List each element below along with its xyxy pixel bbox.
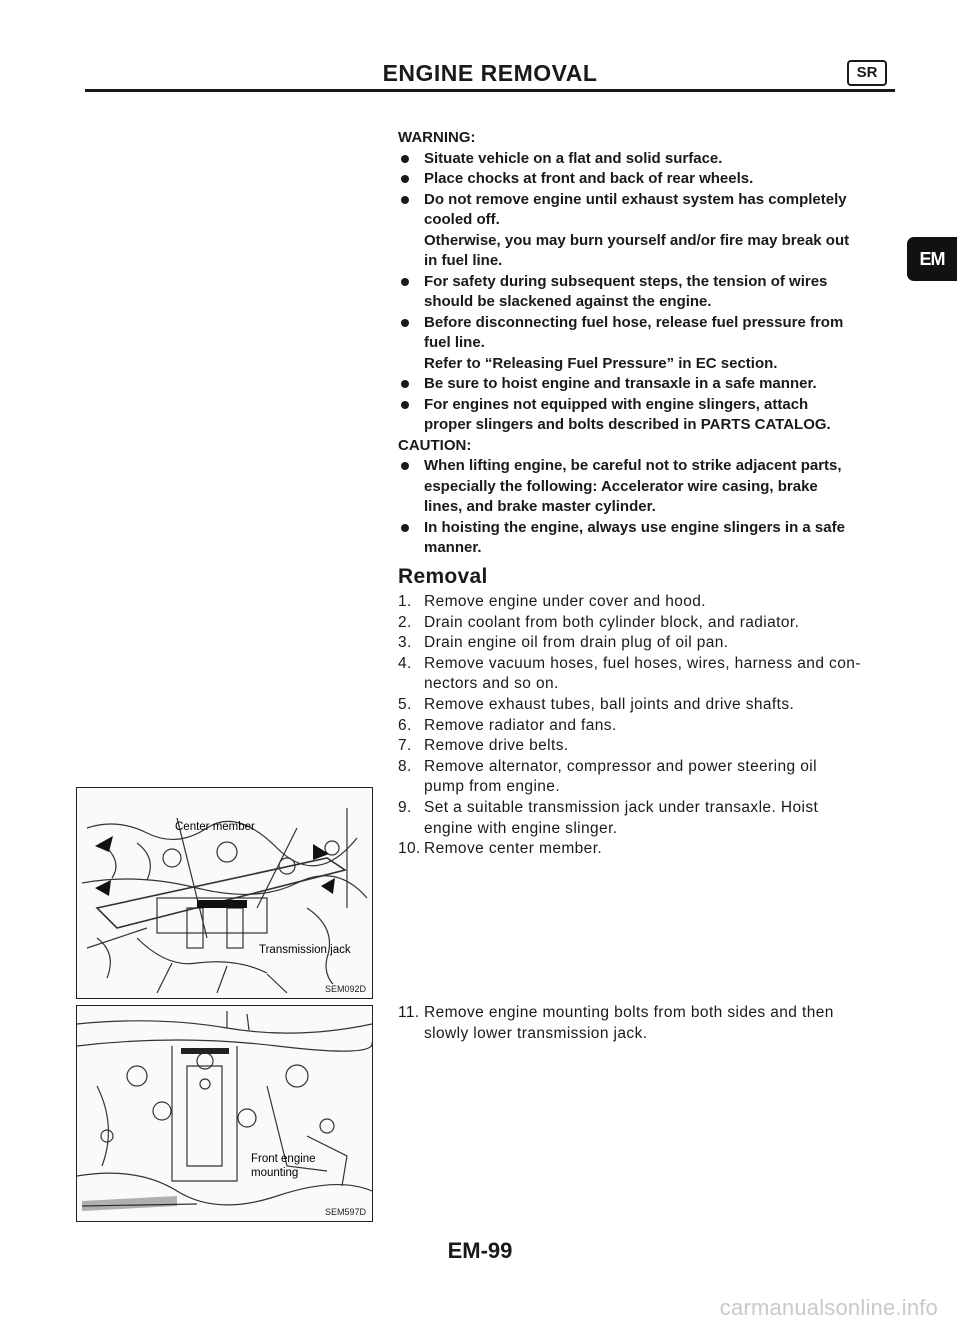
bullet-dot bbox=[401, 155, 409, 163]
step-text: Remove exhaust tubes, ball joints and drive shafts. bbox=[424, 695, 795, 713]
bullet-item bbox=[398, 518, 898, 559]
step-number: 11. bbox=[398, 1004, 420, 1021]
bullet-line: Do not remove engine until exhaust system has completely bbox=[424, 190, 847, 208]
figure-front-mounting bbox=[76, 1005, 373, 1222]
step-number: 1. bbox=[398, 593, 412, 610]
step-text: Drain engine oil from drain plug of oil pan. bbox=[424, 634, 729, 652]
removal-step bbox=[398, 613, 898, 634]
bullet-line: manner. bbox=[424, 539, 482, 556]
removal-step bbox=[398, 695, 898, 716]
removal-step bbox=[398, 736, 898, 757]
step-number: 10. bbox=[398, 840, 421, 858]
bullet-item bbox=[398, 149, 898, 170]
transmission-jack-label: Transmission jack bbox=[259, 944, 351, 956]
bullet-dot bbox=[401, 380, 409, 388]
caution-heading: CAUTION: bbox=[398, 436, 472, 454]
bullet-line: In hoisting the engine, always use engine slingers in a safe bbox=[424, 518, 845, 536]
bullet-line: Before disconnecting fuel hose, release fuel pressure from bbox=[424, 313, 844, 331]
bullet-line: Refer to “Releasing Fuel Pressure” in EC section. bbox=[424, 354, 778, 372]
bullet-line: cooled off. bbox=[424, 211, 500, 228]
removal-step bbox=[398, 839, 898, 860]
warning-list bbox=[398, 149, 898, 436]
removal-step bbox=[398, 633, 898, 654]
page-header bbox=[85, 58, 895, 92]
step-text: Remove engine mounting bolts from both sides and then bbox=[424, 1004, 834, 1021]
bullet-item bbox=[398, 374, 898, 395]
removal-step bbox=[398, 798, 898, 839]
step-text: engine with engine slinger. bbox=[424, 819, 618, 837]
bullet-dot bbox=[401, 462, 409, 470]
step-number: 4. bbox=[398, 654, 412, 672]
step-number: 5. bbox=[398, 695, 412, 713]
removal-step bbox=[398, 592, 898, 613]
removal-step bbox=[398, 757, 898, 798]
step-text: pump from engine. bbox=[424, 778, 561, 796]
step-text: Remove alternator, compressor and power steering oil bbox=[424, 757, 817, 775]
bullet-line: Be sure to hoist engine and transaxle in a safe manner. bbox=[424, 375, 817, 392]
bullet-line: For engines not equipped with engine slingers, attach bbox=[424, 395, 809, 413]
figure-id: SEM092D bbox=[324, 984, 366, 994]
bullet-dot bbox=[401, 319, 409, 327]
bullet-item bbox=[398, 313, 898, 375]
bullet-item bbox=[398, 272, 898, 313]
bullet-item bbox=[398, 395, 898, 436]
bullet-dot bbox=[401, 401, 409, 409]
bullet-line: especially the following: Accelerator wire casing, brake bbox=[424, 477, 818, 495]
bullet-dot bbox=[401, 524, 409, 532]
removal-step bbox=[398, 1003, 898, 1044]
step-text: Remove vacuum hoses, fuel hoses, wires, harness and con- bbox=[424, 654, 861, 672]
bullet-line: When lifting engine, be careful not to strike adjacent parts, bbox=[424, 457, 842, 474]
bullet-line: Otherwise, you may burn yourself and/or fire may break out bbox=[424, 231, 850, 249]
step-number: 7. bbox=[398, 737, 412, 755]
step-number: 2. bbox=[398, 613, 412, 631]
warning-heading: WARNING: bbox=[398, 129, 476, 146]
warning-block bbox=[398, 128, 898, 559]
step-text: Remove engine under cover and hood. bbox=[424, 593, 706, 610]
bullet-line: fuel line. bbox=[424, 334, 485, 351]
step-text: Remove drive belts. bbox=[424, 737, 569, 755]
bullet-line: lines, and brake master cylinder. bbox=[424, 498, 656, 515]
step-number: 8. bbox=[398, 757, 412, 775]
step-number: 9. bbox=[398, 798, 412, 816]
engine-code-badge: SR bbox=[847, 60, 887, 86]
header-rule bbox=[85, 89, 895, 92]
bullet-line: in fuel line. bbox=[424, 252, 503, 269]
removal-heading: Removal bbox=[398, 565, 488, 588]
step-number: 6. bbox=[398, 716, 412, 734]
step-text: Remove radiator and fans. bbox=[424, 716, 617, 734]
removal-step bbox=[398, 716, 898, 737]
removal-step-11 bbox=[398, 1003, 898, 1044]
bullet-dot bbox=[401, 196, 409, 204]
page-number: EM-99 bbox=[447, 1238, 513, 1263]
step-text: nectors and so on. bbox=[424, 675, 559, 693]
front-mounting-illustration bbox=[77, 1006, 372, 1221]
figure-id: SEM597D bbox=[324, 1207, 366, 1217]
bullet-line: Place chocks at front and back of rear wheels. bbox=[424, 170, 754, 187]
step-text: Remove center member. bbox=[424, 840, 603, 858]
bullet-item bbox=[398, 456, 898, 518]
bullet-item bbox=[398, 190, 898, 272]
step-number: 3. bbox=[398, 634, 412, 652]
removal-step bbox=[398, 654, 898, 695]
center-member-illustration bbox=[77, 788, 372, 998]
site-watermark[interactable]: carmanualsonline.info bbox=[719, 1295, 938, 1320]
bullet-line: Situate vehicle on a flat and solid surface. bbox=[424, 149, 723, 167]
bullet-dot bbox=[401, 175, 409, 183]
removal-steps bbox=[398, 592, 898, 860]
bullet-line: For safety during subsequent steps, the tension of wires bbox=[424, 272, 828, 290]
step-text: Set a suitable transmission jack under transaxle. Hoist bbox=[424, 798, 819, 816]
page-title: ENGINE REMOVAL bbox=[382, 60, 598, 86]
step-text: slowly lower transmission jack. bbox=[424, 1024, 648, 1042]
bullet-dot bbox=[401, 278, 409, 286]
step-text: Drain coolant from both cylinder block, and radiator. bbox=[424, 613, 800, 631]
mounting-label: mounting bbox=[251, 1167, 299, 1179]
bullet-line: proper slingers and bolts described in PARTS CATALOG. bbox=[424, 416, 831, 433]
bullet-line: should be slackened against the engine. bbox=[424, 293, 712, 310]
center-member-label: Center member bbox=[175, 821, 255, 833]
front-engine-label: Front engine bbox=[251, 1153, 316, 1165]
caution-list bbox=[398, 456, 898, 559]
section-tab-em[interactable]: EM bbox=[907, 237, 957, 281]
bullet-item bbox=[398, 169, 898, 190]
figure-center-member bbox=[76, 787, 373, 999]
